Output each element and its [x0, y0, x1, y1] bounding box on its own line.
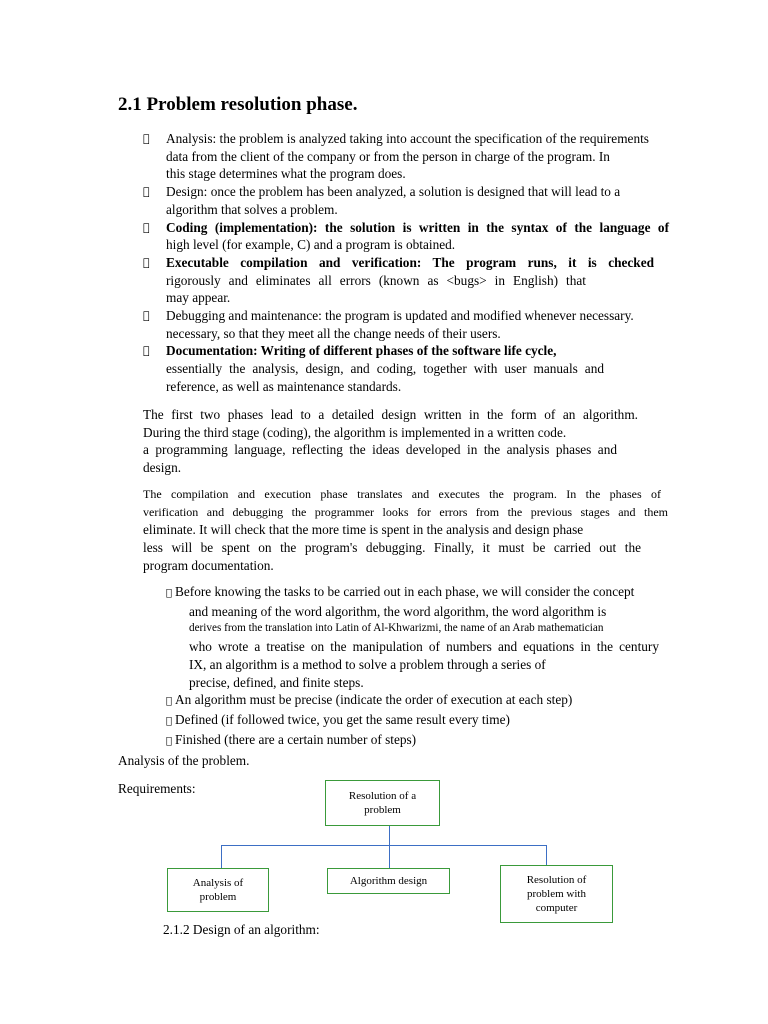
bullet-marker-icon: [143, 130, 166, 183]
check-item: [166, 711, 666, 731]
bullet-line: necessary, so that they meet all the change needs of their users.: [166, 325, 501, 341]
check-item: [166, 691, 666, 711]
check-item-continuation: who wrote a treatise on the manipulation of numbers and equations in the century: [189, 639, 659, 655]
bullet-line: high level (for example, C) and a program is obtained.: [166, 237, 456, 253]
bullet-line: algorithm that solves a problem.: [166, 201, 338, 217]
subsection-heading: 2.1.2 Design of an algorithm:: [163, 922, 320, 937]
section-heading: 2.1 Problem resolution phase.: [118, 94, 358, 115]
paragraph-line: The compilation and execution phase translates and executes the program. In the phases of: [143, 487, 661, 501]
paragraph-line: During the third stage (coding), the algorithm is implemented in a written code.: [143, 424, 567, 440]
check-item-continuation: precise, defined, and finite steps.: [189, 674, 364, 690]
check-item-continuation: and meaning of the word algorithm, the word algorithm, the word algorithm is: [189, 603, 607, 619]
connector-left-down: [221, 845, 222, 869]
phase-bullet-list: [143, 130, 673, 396]
bullet-line: rigorously and eliminates all errors (known as <bugs> in English) that: [166, 272, 586, 288]
check-item-text: An algorithm must be precise (indicate the order of execution at each step): [169, 692, 567, 708]
paragraph-line: program documentation.: [143, 557, 274, 573]
bullet-marker-icon: [143, 307, 166, 342]
bullet-line: Documentation: Writing of different phases of the software life cycle,: [166, 343, 557, 359]
bullet-line: reference, as well as maintenance standards.: [166, 378, 402, 394]
bullet-debugging: [143, 307, 673, 342]
paragraph-phases-summary: [143, 406, 643, 477]
bullet-line: essentially the analysis, design, and coding, together with user manuals and: [166, 361, 604, 377]
connector-center-down: [389, 845, 390, 869]
check-item-text: Before knowing the tasks to be carried out in each phase, we will consider the concept: [169, 584, 629, 599]
bullet-compilation: [143, 254, 673, 307]
bullet-coding: [143, 219, 673, 254]
bullet-line: Design: once the problem has been analyzed, a solution is designed that will lead to a: [166, 184, 621, 200]
checkbox-marker-icon: [166, 588, 172, 599]
connector-horizontal: [221, 845, 547, 846]
bullet-line: data from the client of the company or from the person in charge of the program. In: [166, 148, 610, 164]
box-line: Algorithm design: [349, 875, 428, 887]
paragraph-line: less will be spent on the program's debugging. Finally, it must be carried out the: [143, 540, 641, 556]
connector-right-down: [546, 845, 547, 866]
box-line: Resolution of a: [348, 790, 417, 802]
check-item: [166, 731, 666, 751]
checkbox-marker-icon: [166, 696, 172, 707]
box-line: problem with: [527, 888, 586, 900]
requirements-label: Requirements:: [118, 781, 196, 796]
paragraph-line: The first two phases lead to a detailed design written in the form of an algorithm.: [143, 407, 638, 422]
paragraph-compilation: [143, 486, 668, 575]
check-item-text: Defined (if followed twice, you get the same result every time): [169, 711, 504, 727]
bullet-line: Executable compilation and verification: The program runs, it is checked: [166, 254, 654, 270]
bullet-marker-icon: [143, 254, 166, 307]
paragraph-line: eliminate. It will check that the more time is spent in the analysis and design phase: [143, 522, 584, 538]
check-item-continuation: derives from the translation into Latin of Al-Khwarizmi, the name of an Arab mathematician: [189, 622, 604, 635]
bullet-line: Coding (implementation): the solution is written in the syntax of the language of: [166, 219, 669, 235]
bullet-documentation: [143, 342, 673, 395]
diagram-analysis-box: [167, 868, 269, 912]
diagram-root-box: [325, 780, 440, 826]
paragraph-line: a programming language, reflecting the ideas developed in the analysis phases and: [143, 442, 617, 458]
diagram-computer-box: [500, 865, 613, 923]
algorithm-definition-list: [166, 583, 666, 750]
check-item-continuation: IX, an algorithm is a method to solve a problem through a series of: [189, 656, 546, 672]
check-item: [166, 583, 666, 603]
paragraph-line: verification and debugging the programmer looks for errors from the previous stages and them: [143, 504, 668, 519]
bullet-marker-icon: [143, 342, 166, 395]
bullet-line: this stage determines what the program does.: [166, 166, 406, 182]
bullet-design: [143, 183, 673, 218]
bullet-marker-icon: [143, 183, 166, 218]
bullet-line: may appear.: [166, 290, 231, 306]
bullet-line: Debugging and maintenance: the program is updated and modified whenever necessary.: [166, 308, 634, 324]
checkbox-marker-icon: [166, 716, 172, 727]
paragraph-line: design.: [143, 460, 182, 476]
bullet-analysis: [143, 130, 673, 183]
box-line: problem: [199, 891, 237, 903]
bullet-line: Analysis: the problem is analyzed taking into account the specification of the requirements: [166, 131, 649, 146]
box-line: problem: [364, 804, 401, 816]
analysis-label: Analysis of the problem.: [118, 753, 250, 768]
connector-root-down: [389, 825, 390, 845]
diagram-algorithm-design-box: [327, 868, 450, 894]
check-item-text: Finished (there are a certain number of steps): [169, 731, 411, 747]
box-line: Resolution of: [526, 874, 587, 886]
bullet-marker-icon: [143, 219, 166, 254]
box-line: computer: [535, 902, 578, 914]
box-line: Analysis of: [192, 877, 244, 889]
checkbox-marker-icon: [166, 736, 172, 747]
